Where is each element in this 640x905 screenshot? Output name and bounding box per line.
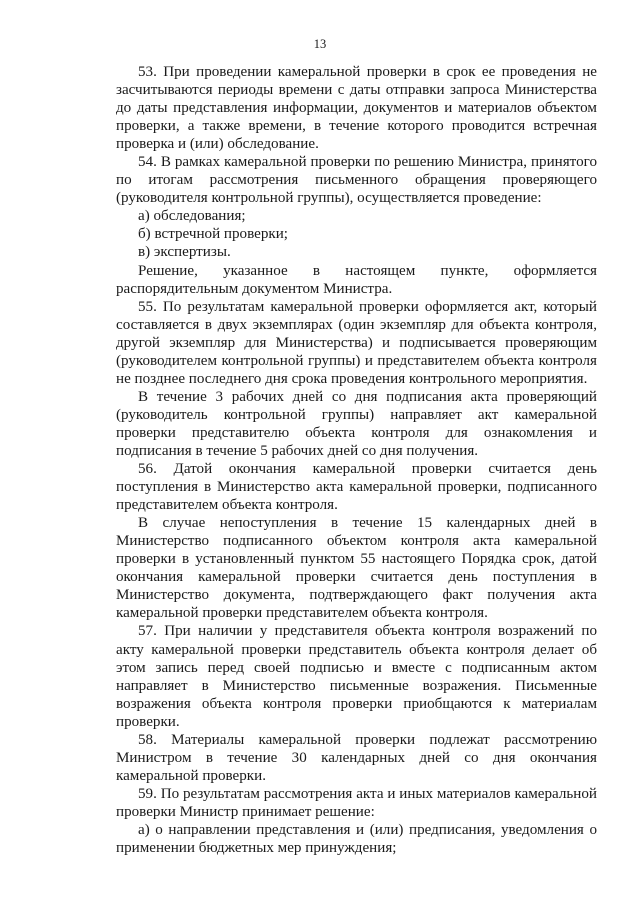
list-item-b: б) встречной проверки; — [138, 226, 288, 243]
list-item-v: в) экспертизы. — [138, 244, 231, 261]
document-body — [116, 63, 597, 857]
paragraph-57: 57. При наличии у представителя объекта контроля возражений по акту камеральной проверки представитель объекта контроля делает об этом запись перед своей подписью и вместе с подписанным актом направляет в Министерство письменные возражения. Письменные возражения объекта контроля проверки приобщаются к материалам проверки. — [116, 623, 597, 730]
paragraph-59: 59. По результатам рассмотрения акта и иных материалов камеральной проверки Министр принимает решение: — [116, 785, 597, 820]
list-item-59a: а) о направлении представления и (или) предписания, уведомления о применении бюджетных мер принуждения; — [116, 821, 597, 857]
paragraph-56-continued: В случае непоступления в течение 15 календарных дней в Министерство подписанного объектом контроля акта камеральной проверки в установленный пунктом 55 настоящего Порядка срок, датой окончания камеральной проверки считается день поступления в Министерство документа, подтверждающего факт получения акта камеральной проверки представителем объекта контроля. — [116, 515, 597, 622]
paragraph-56: 56. Датой окончания камеральной проверки считается день поступления в Министерство акта камеральной проверки, подписанного представителем объекта контроля. — [116, 461, 597, 514]
paragraph-decision: Решение, указанное в настоящем пункте, оформляется распорядительным документом Министра. — [116, 262, 597, 297]
paragraph-55: 55. По результатам камеральной проверки оформляется акт, который составляется в двух экземплярах (один экземпляр для объекта контроля, другой экземпляр для Министерства) и подписывается проверяющим (руководителем контрольной группы) и представителем объекта контроля не позднее последнего дня срока проведения контрольного мероприятия. — [116, 298, 597, 387]
paragraph-55-continued: В течение 3 рабочих дней со дня подписания акта проверяющий (руководитель контрольной группы) направляет акт камеральной проверки представителю объекта контроля для ознакомления и подписания в течение 5 рабочих дней со дня получения. — [116, 388, 597, 459]
page-number: 13 — [313, 37, 327, 51]
paragraph-58: 58. Материалы камеральной проверки подлежат рассмотрению Министром в течение 30 календарных дней со дня окончания камеральной проверки. — [116, 731, 597, 784]
paragraph-54: 54. В рамках камеральной проверки по решению Министра, принятого по итогам рассмотрения письменного обращения проверяющего (руководителя контрольной группы), осуществляется проведение: — [116, 154, 597, 207]
paragraph-53: 53. При проведении камеральной проверки в срок ее проведения не засчитываются периоды времени с даты отправки запроса Министерства до даты представления информации, документов и материалов объектом проверки, а также времени, в течение которого проводится встречная проверка и (или) обследование. — [116, 64, 597, 153]
list-item-a: а) обследования; — [138, 208, 246, 225]
